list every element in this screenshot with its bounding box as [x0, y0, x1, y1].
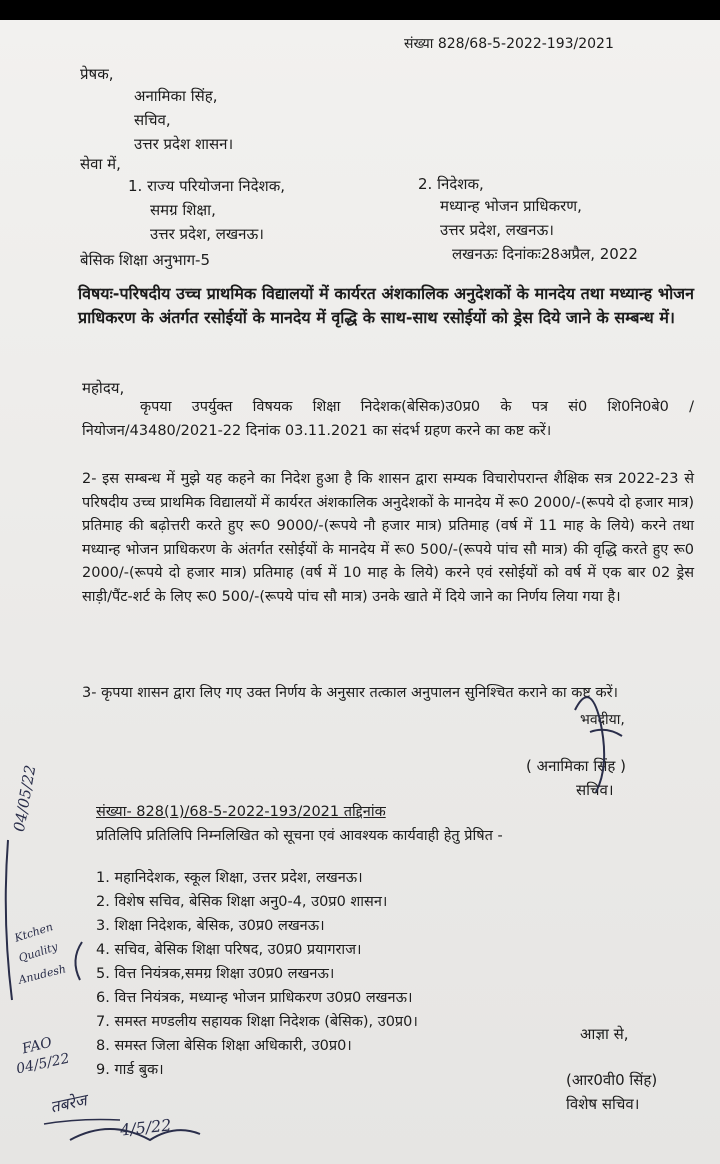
- subject: विषयः-परिषदीय उच्च प्राथमिक विद्यालयों में कार्यरत अंशकालिक अनुदेशकों के मानदेय तथा मध्यान्ह भोजन प्राधिकरण के अंतर्गत रसोईयों के मानदेय में वृद्धि के साथ-साथ रसोईयों को ड्रेस दिये जाने के सम्बन्ध में।: [78, 284, 694, 327]
- section-label: बेसिक शिक्षा अनुभाग-5: [80, 251, 210, 269]
- paragraph-1: कृपया उपर्युक्त विषयक शिक्षा निदेशक(बेसिक)उ0प्र0 के पत्र सं0 शि0नि0बे0 /नियोजन/43480/2021-22 दिनांक 03.11.2021 का संदर्भ ग्रहण करने का कष्ट करें।: [82, 399, 694, 439]
- handwritten-marks: [0, 20, 720, 1164]
- reference-number: संख्या 828/68-5-2022-193/2021: [404, 36, 614, 52]
- recipient1-line3: उत्तर प्रदेश, लखनऊ।: [150, 225, 264, 243]
- list-item: 9. गार्ड बुक।: [96, 1062, 164, 1078]
- sender-label: प्रेषक,: [80, 65, 114, 83]
- order-title: विशेष सचिव।: [566, 1095, 640, 1113]
- bottom-handwritten-note: तबरेज: [48, 1090, 89, 1117]
- recipient2-line1: 2. निदेशक,: [418, 175, 484, 193]
- paragraph-2: 2- इस सम्बन्ध में मुझे यह कहने का निदेश हुआ है कि शासन द्वारा सम्यक विचारोपरान्त शैक्षिक सत्र 2022-23 से परिषदीय उच्च प्राथमिक विद्यालयों में कार्यरत अंशकालिक अनुदेशकों के मानदेय में रू0 2000/-(रूपये दो हजार मात्र) प्रतिमाह की बढ़ोत्तरी करते हुए रू0 9000/-(रूपये नौ हजार मात्र) प्रतिमाह (वर्ष में 11 माह के लिये) करने तथा मध्यान्ह भोजन प्राधिकरण के अंतर्गत रसोईयों के मानदेय में रू0 500/-(रूपये पांच सौ मात्र) की वृद्धि करते हुए रू0 2000/-(रूपये दो हजार मात्र) प्रतिमाह (वर्ष में 10 माह के लिये) करने एवं रसोईयों को वर्ष में एक बार 02 ड्रेस साड़ी/पैंट-शर्ट के लिए रू0 500/-(रूपये पांच सौ मात्र) उनके खाते में दिये जाने का निर्णय लिया गया है।: [82, 471, 694, 605]
- list-item: 4. सचिव, बेसिक शिक्षा परिषद, उ0प्र0 प्रयागराज।: [96, 942, 362, 958]
- signature-scribble: [575, 697, 622, 792]
- handwritten-date-note: 04/05/22: [10, 763, 40, 834]
- sender-name: अनामिका सिंह,: [134, 87, 218, 105]
- closing: भवदीया,: [580, 712, 625, 728]
- document-page: [0, 20, 720, 1164]
- sender-org: उत्तर प्रदेश शासन।: [134, 135, 234, 153]
- list-item: 5. वित्त नियंत्रक,समग्र शिक्षा उ0प्र0 लखनऊ।: [96, 966, 335, 982]
- signatory-name: ( अनामिका सिंह ): [526, 757, 626, 775]
- margin-note-1: Ktchen: [12, 920, 55, 945]
- fao-note: FAO: [20, 1034, 54, 1058]
- recipient2-line2: मध्यान्ह भोजन प्राधिकरण,: [440, 197, 582, 215]
- bottom-note-underline: [44, 1120, 120, 1125]
- list-item: 1. महानिदेशक, स्कूल शिक्षा, उत्तर प्रदेश, लखनऊ।: [96, 870, 363, 886]
- paragraph-3: 3- कृपया शासन द्वारा लिए गए उक्त निर्णय के अनुसार तत्काल अनुपालन सुनिश्चित कराने का कष्ट करें।: [82, 685, 619, 701]
- recipient1-line1: 1. राज्य परियोजना निदेशक,: [128, 177, 286, 195]
- list-item: 3. शिक्षा निदेशक, बेसिक, उ0प्र0 लखनऊ।: [96, 918, 325, 934]
- copy-intro: प्रतिलिपि प्रतिलिपि निम्नलिखित को सूचना एवं आवश्यक कार्यवाही हेतु प्रेषित -: [96, 828, 503, 844]
- list-item: 2. विशेष सचिव, बेसिक शिक्षा अनु0-4, उ0प्र0 शासन।: [96, 894, 388, 910]
- signatory-title: सचिव।: [576, 781, 614, 799]
- margin-note-2: Quality: [16, 940, 60, 965]
- bottom-handwritten-date: 4/5/22: [119, 1115, 173, 1140]
- salutation: महोदय,: [82, 379, 125, 397]
- recipient2-line3: उत्तर प्रदेश, लखनऊ।: [440, 221, 554, 239]
- recipient1-line2: समग्र शिक्षा,: [150, 201, 216, 219]
- order-name: (आर0वी0 सिंह): [566, 1071, 658, 1089]
- order-label: आज्ञा से,: [580, 1025, 629, 1043]
- copy-reference: संख्या- 828(1)/68-5-2022-193/2021 तद्दिनांक: [96, 804, 386, 820]
- top-black-bar: [0, 0, 720, 20]
- list-item: 8. समस्त जिला बेसिक शिक्षा अधिकारी, उ0प्र0।: [96, 1038, 352, 1054]
- fao-date: 04/5/22: [14, 1050, 72, 1078]
- left-margin-bracket: [6, 840, 12, 1000]
- item-bracket: [75, 942, 82, 980]
- list-item: 7. समस्त मण्डलीय सहायक शिक्षा निदेशक (बेसिक), उ0प्र0।: [96, 1014, 418, 1030]
- letter-date: लखनऊः दिनांकः28अप्रैल, 2022: [452, 245, 638, 263]
- margin-note-3: Anudesh: [17, 962, 68, 987]
- list-item: 6. वित्त नियंत्रक, मध्यान्ह भोजन प्राधिकरण उ0प्र0 लखनऊ।: [96, 990, 413, 1006]
- to-label: सेवा में,: [80, 155, 121, 173]
- sender-title: सचिव,: [134, 111, 171, 129]
